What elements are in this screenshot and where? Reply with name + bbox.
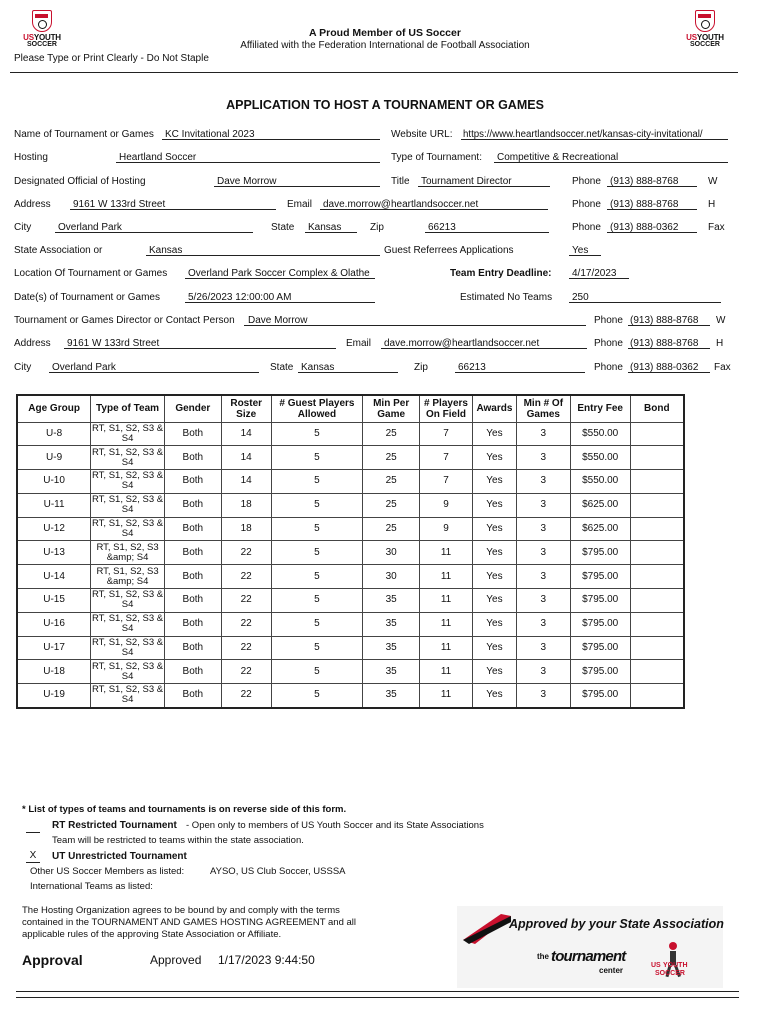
age-group-table [16, 394, 685, 709]
phone-w-suffix: W [708, 176, 718, 187]
table-row [17, 517, 684, 541]
director-phone-w-label: Phone [594, 315, 623, 326]
guest-referees-label: Guest Referrees Applications [384, 245, 514, 256]
dates-value: 5/26/2023 12:00:00 AM [188, 292, 292, 303]
state-label: State [271, 222, 295, 233]
table-cell: $795.00 [570, 636, 630, 660]
us-youth-soccer-logo-right: USYOUTH SOCCER [677, 10, 733, 50]
rt-description: - Open only to members of US Youth Soccer and its State Associations [186, 820, 484, 831]
table-cell: 11 [420, 684, 473, 708]
table-cell: 14 [221, 422, 271, 446]
col-header: Entry Fee [570, 395, 630, 422]
entry-deadline-label: Team Entry Deadline: [450, 268, 552, 279]
table-cell: RT, S1, S2, S3 & S4 [91, 422, 164, 444]
city-value: Overland Park [58, 222, 122, 233]
table-cell: 3 [516, 612, 570, 636]
table-cell: Yes [472, 565, 516, 589]
table-cell: 3 [516, 636, 570, 660]
table-row [17, 589, 684, 613]
state-value: Kansas [308, 222, 342, 233]
col-header: Bond [630, 395, 684, 422]
table-cell: 3 [516, 470, 570, 494]
table-cell: Both [164, 636, 221, 660]
table-cell: $795.00 [570, 660, 630, 684]
table-cell: 3 [516, 565, 570, 589]
table-row [17, 541, 684, 565]
tournament-name-label: Name of Tournament or Games [14, 129, 154, 140]
table-row [17, 493, 684, 517]
phone-h-label: Phone [572, 199, 601, 210]
table-cell: RT, S1, S2, S3 & S4 [91, 684, 165, 708]
rt-description-2: Team will be restricted to teams within the state association. [52, 835, 304, 846]
table-cell: Yes [472, 422, 516, 446]
instruction-text: Please Type or Print Clearly - Do Not Staple [14, 53, 209, 64]
title-value: Tournament Director [421, 176, 512, 187]
phone-w-value: (913) 888-8768 [610, 176, 679, 187]
footer-divider-2 [16, 997, 739, 998]
tournament-type-label: Type of Tournament: [391, 152, 482, 163]
table-cell: 3 [516, 660, 570, 684]
table-cell: Both [164, 565, 221, 589]
international-label: International Teams as listed: [30, 881, 153, 892]
table-cell: 5 [271, 541, 363, 565]
ut-title: UT Unrestricted Tournament [52, 851, 187, 862]
table-cell: $550.00 [570, 422, 630, 446]
table-cell: 25 [363, 446, 420, 470]
table-cell: Yes [472, 589, 516, 613]
estimated-teams-label: Estimated No Teams [460, 292, 553, 303]
col-header: Awards [472, 395, 516, 422]
table-cell: 18 [221, 493, 271, 517]
table-cell: 5 [271, 612, 363, 636]
table-cell: 3 [516, 589, 570, 613]
table-cell: U-18 [17, 660, 91, 684]
badge-logo-youth: YOUTH [663, 962, 688, 969]
header-subtitle: Affiliated with the Federation International de Football Association [240, 40, 530, 51]
table-cell: 9 [420, 493, 473, 517]
location-label: Location Of Tournament or Games [14, 268, 168, 279]
table-cell: 14 [221, 470, 271, 494]
director-address-value: 9161 W 133rd Street [67, 338, 160, 349]
table-cell: U-12 [17, 517, 91, 541]
director-city-value: Overland Park [52, 362, 116, 373]
table-cell: Both [164, 470, 221, 494]
table-body [17, 422, 684, 708]
zip-value: 66213 [428, 222, 456, 233]
phone-fax-suffix: Fax [708, 222, 725, 233]
table-cell: 5 [271, 684, 363, 708]
tournament-name-value: KC Invitational 2023 [165, 129, 255, 140]
rt-checkbox[interactable] [26, 820, 40, 833]
table-cell: 22 [221, 660, 271, 684]
tournament-type-value: Competitive & Recreational [497, 152, 619, 163]
table-cell: $625.00 [570, 493, 630, 517]
director-city-label: City [14, 362, 32, 373]
table-cell: 5 [271, 422, 363, 446]
table-cell: 35 [363, 660, 420, 684]
table-cell [630, 493, 684, 517]
table-cell: $550.00 [570, 446, 630, 470]
col-header: Gender [164, 395, 221, 422]
table-cell [630, 446, 684, 470]
table-cell: U-13 [17, 541, 91, 565]
table-cell: 11 [420, 660, 473, 684]
official-value: Dave Morrow [217, 176, 277, 187]
director-state-label: State [270, 362, 294, 373]
estimated-teams-field[interactable] [569, 291, 721, 303]
table-cell: 25 [363, 422, 420, 446]
phone-fax-value: (913) 888-0362 [610, 222, 679, 233]
table-cell: Both [164, 612, 221, 636]
website-value: https://www.heartlandsoccer.net/kansas-city-invitational/ [463, 129, 703, 140]
table-cell: RT, S1, S2, S3 & S4 [91, 446, 164, 468]
col-header: Min Per Game [363, 395, 420, 422]
col-header: Type of Team [91, 395, 165, 422]
table-cell: U-15 [17, 589, 91, 613]
table-cell: Both [164, 517, 221, 541]
table-cell: 30 [363, 541, 420, 565]
dates-label: Date(s) of Tournament or Games [14, 292, 160, 303]
table-cell: 11 [420, 541, 473, 565]
list-note: * List of types of teams and tournaments is on reverse side of this form. [22, 804, 347, 815]
approval-status: Approved [150, 953, 202, 967]
badge-logo-soccer: SOCCER [655, 970, 685, 977]
table-cell: U-17 [17, 636, 91, 660]
website-label: Website URL: [391, 129, 453, 140]
table-cell: RT, S1, S2, S3 &amp; S4 [91, 541, 165, 565]
table-cell: 5 [271, 636, 363, 660]
director-phone-fax-label: Phone [594, 362, 623, 373]
phone-h-suffix: H [708, 199, 716, 210]
table-cell: RT, S1, S2, S3 & S4 [91, 470, 164, 492]
table-cell [630, 517, 684, 541]
table-cell: U-9 [17, 446, 91, 470]
director-phone-w-suffix: W [716, 315, 726, 326]
hosting-label: Hosting [14, 152, 48, 163]
phone-h-value: (913) 888-8768 [610, 199, 679, 210]
phone-w-label: Phone [572, 176, 601, 187]
col-header: # Players On Field [420, 395, 473, 422]
table-row [17, 612, 684, 636]
table-cell: 5 [271, 660, 363, 684]
form-title: APPLICATION TO HOST A TOURNAMENT OR GAMES [226, 98, 544, 112]
table-cell: RT, S1, S2, S3 & S4 [91, 660, 164, 682]
director-value: Dave Morrow [248, 315, 308, 326]
table-cell: 5 [271, 589, 363, 613]
table-cell: RT, S1, S2, S3 &amp; S4 [91, 565, 165, 589]
approval-date: 1/17/2023 9:44:50 [218, 953, 315, 967]
table-row [17, 565, 684, 589]
table-cell: 11 [420, 565, 473, 589]
director-zip-value: 66213 [458, 362, 486, 373]
director-phone-fax-value: (913) 888-0362 [630, 362, 699, 373]
phone-fax-label: Phone [572, 222, 601, 233]
table-cell: 35 [363, 612, 420, 636]
city-label: City [14, 222, 32, 233]
table-cell: $795.00 [570, 684, 630, 708]
table-cell: Yes [472, 636, 516, 660]
table-cell: 30 [363, 565, 420, 589]
table-cell: 35 [363, 636, 420, 660]
col-header: Age Group [17, 395, 91, 422]
address-label: Address [14, 199, 51, 210]
table-cell: 5 [271, 565, 363, 589]
table-cell: 11 [420, 612, 473, 636]
table-cell: 35 [363, 589, 420, 613]
table-cell: 14 [221, 446, 271, 470]
table-cell: Yes [472, 493, 516, 517]
table-cell: $795.00 [570, 612, 630, 636]
director-state-value: Kansas [301, 362, 335, 373]
director-label: Tournament or Games Director or Contact Person [14, 315, 235, 326]
badge-logo-us: US [651, 962, 661, 969]
director-phone-w-value: (913) 888-8768 [630, 315, 699, 326]
col-header: # Guest Players Allowed [271, 395, 363, 422]
table-cell [630, 541, 684, 565]
guest-referees-value: Yes [572, 245, 589, 256]
location-value: Overland Park Soccer Complex & Olathe [188, 268, 370, 279]
table-cell: 18 [221, 517, 271, 541]
table-cell: 5 [271, 470, 363, 494]
table-cell: 3 [516, 446, 570, 470]
table-cell: Yes [472, 470, 516, 494]
director-phone-h-label: Phone [594, 338, 623, 349]
table-cell: 5 [271, 493, 363, 517]
table-cell: $550.00 [570, 470, 630, 494]
table-cell: 5 [271, 517, 363, 541]
header-divider [10, 72, 738, 73]
table-cell: Yes [472, 446, 516, 470]
approval-label: Approval [22, 952, 83, 968]
table-row [17, 660, 684, 684]
table-cell: 7 [420, 446, 473, 470]
director-zip-label: Zip [414, 362, 428, 373]
table-cell: 35 [363, 684, 420, 708]
table-cell [630, 636, 684, 660]
ut-checkbox[interactable]: X [26, 850, 40, 863]
table-header-row [17, 395, 684, 422]
table-cell: 3 [516, 541, 570, 565]
table-row [17, 422, 684, 446]
table-cell [630, 589, 684, 613]
us-youth-soccer-logo-left: USYOUTH SOCCER [14, 10, 70, 50]
badge-brand-small: the [537, 952, 549, 961]
table-cell: 7 [420, 470, 473, 494]
header-title: A Proud Member of US Soccer [309, 27, 461, 39]
table-cell: U-16 [17, 612, 91, 636]
table-cell: 7 [420, 422, 473, 446]
entry-deadline-value: 4/17/2023 [572, 268, 617, 279]
table-row [17, 636, 684, 660]
swoosh-icon [461, 910, 513, 946]
state-association-label: State Association or [14, 245, 103, 256]
table-cell [630, 660, 684, 684]
table-cell: 3 [516, 517, 570, 541]
email-label: Email [287, 199, 313, 210]
table-cell: Both [164, 541, 221, 565]
table-cell: Yes [472, 660, 516, 684]
director-email-value: dave.morrow@heartlandsoccer.net [384, 338, 540, 349]
official-label: Designated Official of Hosting [14, 176, 146, 187]
table-cell: 3 [516, 422, 570, 446]
table-cell: 25 [363, 493, 420, 517]
table-cell: 3 [516, 684, 570, 708]
table-cell: Both [164, 684, 221, 708]
director-phone-h-value: (913) 888-8768 [630, 338, 699, 349]
table-cell [630, 684, 684, 708]
table-cell: Yes [472, 684, 516, 708]
estimated-teams-value: 250 [572, 292, 589, 303]
director-email-label: Email [346, 338, 372, 349]
col-header: Roster Size [221, 395, 271, 422]
table-cell: 25 [363, 470, 420, 494]
table-cell: 22 [221, 589, 271, 613]
title-label: Title [391, 176, 410, 187]
address-value: 9161 W 133rd Street [73, 199, 166, 210]
director-phone-h-suffix: H [716, 338, 724, 349]
hosting-value: Heartland Soccer [119, 152, 197, 163]
table-cell: U-8 [17, 422, 91, 446]
table-row [17, 446, 684, 470]
state-association-badge [457, 906, 723, 988]
footer-divider-1 [16, 991, 739, 992]
table-cell: U-10 [17, 470, 91, 494]
table-cell: Yes [472, 517, 516, 541]
table-cell [630, 565, 684, 589]
table-cell: RT, S1, S2, S3 & S4 [91, 518, 164, 540]
table-cell: 22 [221, 684, 271, 708]
table-cell: 11 [420, 636, 473, 660]
table-cell: 22 [221, 612, 271, 636]
table-cell: 22 [221, 636, 271, 660]
table-cell: RT, S1, S2, S3 & S4 [91, 637, 164, 659]
table-cell: 22 [221, 565, 271, 589]
table-cell: RT, S1, S2, S3 & S4 [91, 589, 164, 611]
table-cell [630, 612, 684, 636]
table-cell: Both [164, 493, 221, 517]
table-row [17, 684, 684, 708]
director-phone-fax-suffix: Fax [714, 362, 731, 373]
table-cell: $795.00 [570, 565, 630, 589]
table-cell: Both [164, 660, 221, 684]
table-cell: 11 [420, 589, 473, 613]
rt-title: RT Restricted Tournament [52, 820, 177, 831]
table-cell: $625.00 [570, 517, 630, 541]
table-cell: U-11 [17, 493, 91, 517]
zip-label: Zip [370, 222, 384, 233]
other-members-label: Other US Soccer Members as listed: [30, 866, 185, 877]
state-association-value: Kansas [149, 245, 183, 256]
table-cell: 9 [420, 517, 473, 541]
table-cell: U-19 [17, 684, 91, 708]
col-header: Min # Of Games [516, 395, 570, 422]
table-cell: Yes [472, 612, 516, 636]
email-value: dave.morrow@heartlandsoccer.net [323, 199, 479, 210]
table-cell: Yes [472, 541, 516, 565]
table-cell: 5 [271, 446, 363, 470]
table-cell [630, 470, 684, 494]
table-cell: RT, S1, S2, S3 & S4 [91, 613, 164, 635]
agreement-text: The Hosting Organization agrees to be bound by and comply with the terms contained in the TOURNAMENT AND GAMES HOSTING AGREEMENT and all applicable rules of the approving State Association or Affiliate. [22, 905, 357, 940]
table-cell: $795.00 [570, 541, 630, 565]
table-cell: Both [164, 589, 221, 613]
director-address-label: Address [14, 338, 51, 349]
table-cell [630, 422, 684, 446]
table-cell: RT, S1, S2, S3 & S4 [91, 494, 164, 516]
table-cell: Both [164, 446, 221, 470]
badge-brand-sub: center [599, 966, 624, 975]
table-cell: 22 [221, 541, 271, 565]
table-cell: Both [164, 422, 221, 446]
table-cell: 3 [516, 493, 570, 517]
table-cell: $795.00 [570, 589, 630, 613]
table-row [17, 470, 684, 494]
badge-text: Approved by your State Association [509, 917, 724, 931]
table-cell: U-14 [17, 565, 91, 589]
other-members-value: AYSO, US Club Soccer, USSSA [210, 866, 346, 877]
badge-brand: tournament [551, 948, 626, 965]
table-cell: 25 [363, 517, 420, 541]
